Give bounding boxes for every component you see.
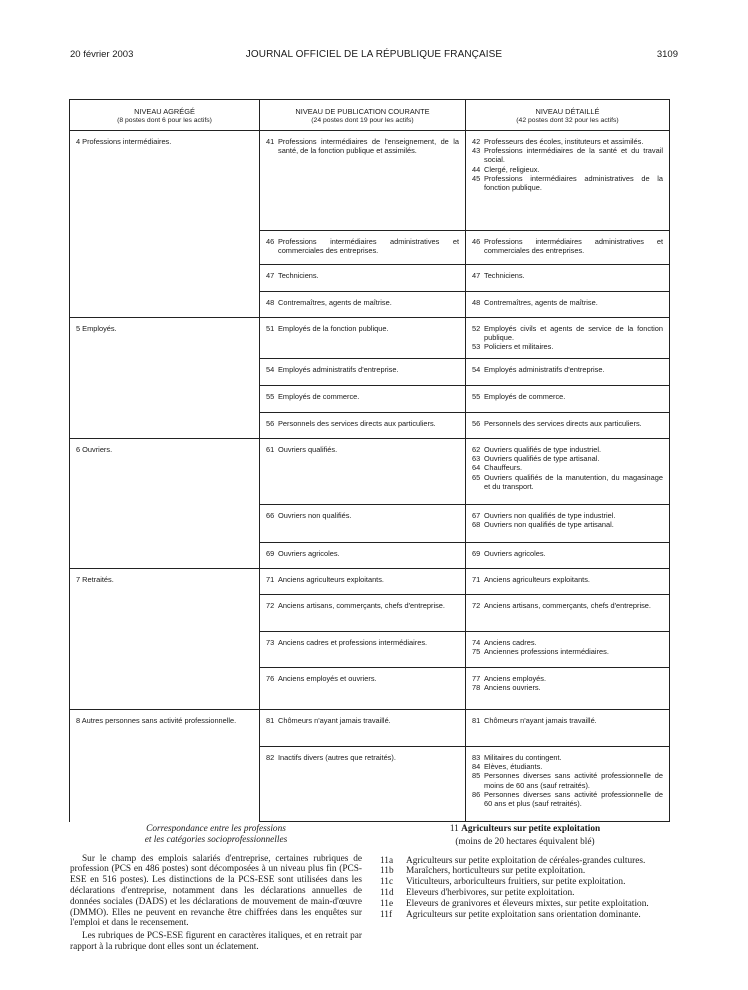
subcategory-label: Maraîchers, horticulteurs sur petite exploitation. [406,866,586,877]
entry-code: 44 [472,164,481,174]
publication-cell [260,292,466,318]
col-header-subtitle: (8 postes dont 6 pour les actifs) [117,117,212,125]
table-row [70,569,670,595]
entry-label: Ouvriers agricoles. [484,549,546,558]
code-entry [472,790,663,808]
entry-label: Ouvriers non qualifiés de type artisanal. [484,520,614,530]
detailed-cell [466,668,670,710]
section-title-line: Correspondance entre les professions [146,824,286,834]
code-entry [472,298,663,307]
code-entry [266,601,459,610]
publication-cell [260,439,466,505]
table-row [70,318,670,359]
publication-cell [260,231,466,265]
code-entry [472,683,663,692]
publication-cell [260,543,466,569]
entry-label: Professions intermédiaires de l'enseignement, de la santé, de la fonction publique et assimilés. [278,137,459,156]
entry-code: 55 [472,392,481,401]
publication-cell [260,569,466,595]
subcategory-label: Eleveurs d'herbivores, sur petite exploitation. [406,887,575,898]
subcategory-label: Agriculteurs sur petite exploitation sans orientation dominante. [406,909,641,920]
entry-code: 54 [472,365,481,374]
publication-cell [260,710,466,747]
code-entry [472,463,663,472]
entry-code: 63 [472,454,481,464]
entry-label: Anciens cadres. [484,638,537,647]
col-header-detailed [466,100,670,131]
entry-code: 81 [266,716,275,725]
entry-label: Professions intermédiaires administratives et commerciales des entreprises. [484,237,663,256]
detailed-cell [466,747,670,822]
code-entry [266,392,459,401]
entry-label: Policiers et militaires. [484,342,554,352]
entry-label: Ouvriers qualifiés de la manutention, du magasinage et du transport. [484,472,663,491]
subcategory-code: 11b [380,866,394,877]
aggregate-cell: 6 Ouvriers. [70,439,260,569]
detailed-cell [466,265,670,292]
publication-cell [260,595,466,632]
entry-code: 67 [472,511,481,520]
entry-label: Professions intermédiaires de la santé et du travail social. [484,146,663,165]
entry-label: Employés de commerce. [484,392,566,401]
detailed-cell [466,543,670,569]
section-title [70,824,362,846]
code-entry [266,753,459,762]
code-entry [472,511,663,520]
publication-cell [260,747,466,822]
entry-code: 75 [472,647,481,657]
entry-code: 42 [472,137,481,146]
code-entry [472,146,663,164]
entry-label: Anciennes professions intermédiaires. [484,647,609,657]
code-entry [266,638,459,647]
code-entry [472,454,663,463]
detailed-cell [466,292,670,318]
entry-label: Employés de commerce. [278,392,360,401]
code-entry [266,298,459,307]
col-header-subtitle: (24 postes dont 19 pour les actifs) [311,117,414,125]
code-entry [472,324,663,342]
col-header-title: NIVEAU DÉTAILLÉ [535,107,600,116]
publication-cell [260,131,466,231]
entry-code: 64 [472,463,481,473]
entry-label: Chômeurs n'ayant jamais travaillé. [278,716,391,725]
code-entry [472,445,663,454]
entry-label: Elèves, étudiants. [484,762,543,772]
entry-code: 54 [266,365,275,374]
entry-label: Anciens cadres et professions intermédiaires. [278,638,428,647]
entry-label: Personnels des services directs aux particuliers. [484,419,642,428]
entry-label: Chauffeurs. [484,463,523,473]
col-header-title: NIVEAU DE PUBLICATION COURANTE [295,107,430,116]
entry-code: 71 [266,575,275,584]
entry-code: 77 [472,674,481,683]
paragraph: Les rubriques de PCS-ESE figurent en caractères italiques, et en retrait par rapport à la rubrique dont elles sont un éclatement. [70,931,362,952]
subcategory-code: 11d [380,887,394,898]
entry-code: 56 [266,419,275,428]
code-entry [472,419,663,428]
code-entry [266,445,459,454]
code-entry [472,165,663,174]
table-row [70,439,670,505]
entry-label: Anciens artisans, commerçants, chefs d'entreprise. [278,601,445,610]
category-subtitle: (moins de 20 hectares équivalent blé) [455,836,595,847]
entry-label: Techniciens. [278,271,319,280]
entry-code: 84 [472,762,481,772]
subcategory-code: 11e [380,898,394,909]
code-entry [472,771,663,789]
entry-code: 66 [266,511,275,520]
entry-label: Chômeurs n'ayant jamais travaillé. [484,716,597,725]
entry-code: 61 [266,445,275,454]
code-entry [472,342,663,351]
subcategory-item [380,866,670,877]
detailed-cell [466,413,670,439]
subcategory-list [380,856,670,921]
publication-cell [260,632,466,668]
publication-cell [260,668,466,710]
subcategory-label: Agriculteurs sur petite exploitation de céréales-grandes cultures. [406,855,646,866]
col-header-title: NIVEAU AGRÉGÉ [134,107,195,116]
code-entry [472,473,663,491]
entry-code: 73 [266,638,275,647]
code-entry [266,674,459,683]
code-entry [472,392,663,401]
code-entry [266,137,459,155]
code-entry [472,365,663,374]
aggregate-cell: 4 Professions intermédiaires. [70,131,260,318]
subcategory-item [380,877,670,888]
col-header-aggregate [70,100,260,131]
subcategory-code: 11a [380,855,394,866]
entry-label: Contremaîtres, agents de maîtrise. [484,298,598,307]
code-entry [266,271,459,280]
table-row [70,710,670,747]
entry-label: Anciens agriculteurs exploitants. [484,575,590,584]
entry-code: 52 [472,324,481,333]
code-entry [472,674,663,683]
entry-label: Ouvriers non qualifiés. [278,511,352,520]
section-title-line: et les catégories socioprofessionnelles [144,834,288,845]
publication-cell [260,265,466,292]
entry-label: Personnels des services directs aux particuliers. [278,419,436,428]
entry-label: Personnes diverses sans activité professionnelle de 60 ans et plus (sauf retraités). [484,789,663,809]
entry-code: 48 [472,298,481,307]
entry-code: 43 [472,146,481,156]
entry-code: 76 [266,674,275,683]
paragraph: Sur le champ des emplois salariés d'entreprise, certaines rubriques de profession (PCS en 486 postes) sont décomposées à un niveau plus fin (PCS-ESE en 516 postes). Les distinctions de la PCS-ESE sont utilisées dans les déclarations d'entreprise, notamment dans les déclarations annuelles de données sociales (DADS) et les déclarations de mouvement de main-d'œuvre (DMMO). Elles ne peuvent en revanche être chiffrées dans les enquêtes sur l'emploi et dans le recensement. [70,853,362,929]
entry-label: Employés civils et agents de service de la fonction publique. [484,324,663,343]
code-entry [472,753,663,762]
code-entry [266,511,459,520]
entry-label: Professions intermédiaires administratives de la fonction publique. [484,173,663,193]
code-entry [472,601,663,610]
journal-title: JOURNAL OFFICIEL DE LA RÉPUBLIQUE FRANÇAISE [245,49,503,60]
code-entry [266,365,459,374]
code-entry [266,549,459,558]
subcategory-label: Viticulteurs, arboriculteurs fruitiers, sur petite exploitation. [406,877,626,888]
subcategory-code: 11f [380,909,393,920]
category-title: Agriculteurs sur petite exploitation [461,824,601,834]
entry-code: 81 [472,716,481,725]
entry-code: 78 [472,683,481,693]
col-header-subtitle: (42 postes dont 32 pour les actifs) [516,117,619,125]
entry-label: Contremaîtres, agents de maîtrise. [278,298,392,307]
publication-cell [260,413,466,439]
subcategory-item [380,899,670,910]
aggregate-cell: 5 Employés. [70,318,260,439]
detailed-cell [466,386,670,413]
detailed-cell [466,595,670,632]
entry-code: 46 [472,237,481,246]
detailed-cell [466,710,670,747]
entry-code: 71 [472,575,481,584]
category-code: 11 [449,824,459,834]
detailed-cell [466,131,670,231]
entry-label: Anciens artisans, commerçants, chefs d'entreprise. [484,601,651,610]
entry-code: 85 [472,771,481,781]
entry-label: Professeurs des écoles, instituteurs et assimilés. [484,137,644,146]
entry-code: 65 [472,472,481,482]
subcategory-label: Eleveurs de granivores et éleveurs mixtes, sur petite exploitation. [406,898,649,909]
code-entry [472,237,663,255]
entry-label: Employés administratifs d'entreprise. [484,365,605,374]
entry-code: 55 [266,392,275,401]
entry-code: 56 [472,419,481,428]
entry-code: 48 [266,298,275,307]
entry-label: Ouvriers qualifiés de type artisanal. [484,454,600,464]
detailed-cell [466,231,670,265]
entry-code: 51 [266,324,275,333]
page-number: 3109 [656,49,678,60]
publication-cell [260,359,466,386]
entry-label: Ouvriers qualifiés. [278,445,338,454]
entry-label: Ouvriers qualifiés de type industriel. [484,445,602,454]
category-heading [380,824,670,835]
code-entry [266,237,459,255]
subcategory-item [380,888,670,899]
detailed-cell [466,439,670,505]
left-section [70,824,362,953]
entry-code: 68 [472,520,481,530]
code-entry [472,762,663,771]
table-body [70,131,670,822]
aggregate-cell: 8 Autres personnes sans activité professionnelle. [70,710,260,822]
entry-label: Ouvriers agricoles. [278,549,340,558]
code-entry [472,549,663,558]
entry-code: 86 [472,789,481,799]
detailed-cell [466,359,670,386]
detailed-cell [466,505,670,543]
code-entry [472,520,663,529]
code-entry [472,575,663,584]
code-entry [472,137,663,146]
entry-code: 82 [266,753,275,762]
entry-label: Inactifs divers (autres que retraités). [278,753,396,762]
entry-code: 45 [472,173,481,183]
subcategory-code: 11c [380,877,394,888]
code-entry [472,638,663,647]
subcategory-item [380,910,670,921]
entry-code: 41 [266,137,275,146]
code-entry [266,419,459,428]
entry-code: 62 [472,445,481,454]
entry-label: Anciens agriculteurs exploitants. [278,575,384,584]
entry-label: Anciens ouvriers. [484,683,541,693]
entry-label: Techniciens. [484,271,525,280]
entry-code: 69 [472,549,481,558]
header-date: 20 février 2003 [70,49,134,60]
subcategory-item [380,856,670,867]
entry-label: Clergé, religieux. [484,164,540,174]
right-section [380,824,670,920]
entry-code: 83 [472,753,481,762]
entry-code: 72 [472,601,481,610]
code-entry [266,575,459,584]
detailed-cell [466,569,670,595]
code-entry [266,716,459,725]
entry-label: Anciens employés et ouvriers. [278,674,377,683]
publication-cell [260,505,466,543]
entry-code: 53 [472,342,481,352]
entry-label: Militaires du contingent. [484,753,562,762]
code-entry [472,647,663,656]
code-entry [472,716,663,725]
entry-code: 74 [472,638,481,647]
entry-label: Personnes diverses sans activité professionnelle de moins de 60 ans (sauf retraités). [484,771,663,790]
col-header-publication [260,100,466,131]
entry-code: 47 [266,271,275,280]
entry-code: 47 [472,271,481,280]
entry-label: Anciens employés. [484,674,547,683]
aggregate-cell: 7 Retraités. [70,569,260,710]
entry-label: Ouvriers non qualifiés de type industriel. [484,511,616,520]
publication-cell [260,386,466,413]
classification-table [69,99,670,822]
entry-code: 46 [266,237,275,246]
code-entry [472,271,663,280]
entry-label: Employés de la fonction publique. [278,324,389,333]
entry-code: 72 [266,601,275,610]
code-entry [472,174,663,192]
entry-label: Professions intermédiaires administratives et commerciales des entreprises. [278,237,459,256]
publication-cell [260,318,466,359]
entry-code: 69 [266,549,275,558]
detailed-cell [466,318,670,359]
table-row [70,131,670,231]
code-entry [266,324,459,333]
entry-label: Employés administratifs d'entreprise. [278,365,399,374]
detailed-cell [466,632,670,668]
